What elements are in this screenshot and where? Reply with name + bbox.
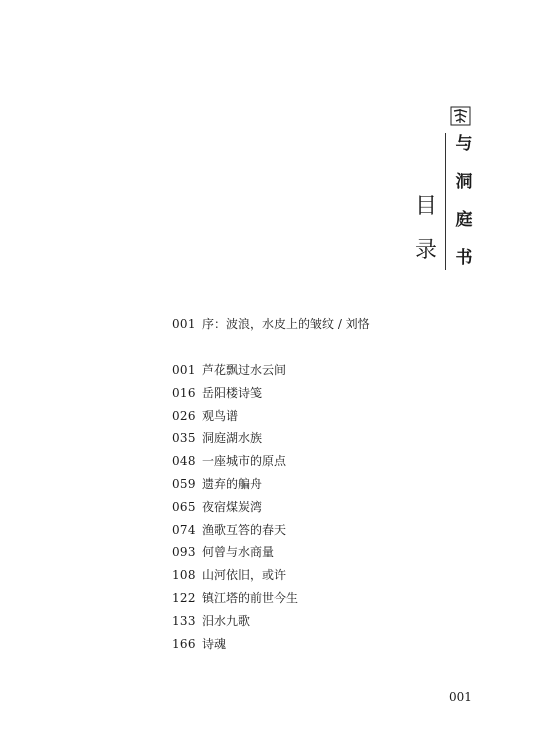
toc-page-number: 065: [172, 499, 196, 514]
toc-list: [172, 359, 492, 655]
toc-entry-title: 遗弃的艑舟: [202, 476, 263, 491]
toc-page-number: 093: [172, 545, 196, 560]
book-title-chars: [452, 132, 476, 284]
toc-entry-title: 观鸟谱: [202, 408, 239, 423]
toc-entry-title: 汨水九歌: [202, 613, 251, 628]
toc-entry-title: 岳阳楼诗笺: [202, 385, 263, 400]
toc-entry[interactable]: [172, 610, 492, 633]
toc-page-number: 001: [172, 317, 196, 331]
toc-entry-title: 镇江塔的前世今生: [202, 590, 299, 605]
toc-page-number: 108: [172, 568, 196, 583]
book-title-char: 洞: [455, 172, 473, 192]
book-title-char: 书: [455, 248, 473, 268]
toc-entry[interactable]: [172, 427, 492, 450]
book-title-char: 庭: [455, 210, 473, 230]
toc-heading: [412, 193, 440, 281]
toc-entry-title: 诗魂: [202, 636, 227, 651]
book-title-char: 与: [455, 134, 473, 154]
toc-entry-title: 芦花飘过水云间: [202, 363, 287, 377]
toc-entry-title: 渔歌互答的春天: [202, 522, 287, 537]
toc-entry[interactable]: [172, 496, 492, 519]
toc-entry[interactable]: [172, 587, 492, 610]
toc-page-number: 133: [172, 613, 196, 628]
toc-page-number: 035: [172, 431, 196, 446]
toc-entry-title: 夜宿煤炭湾: [202, 499, 263, 514]
toc-entry[interactable]: [172, 450, 492, 473]
toc-entry[interactable]: [172, 519, 492, 542]
title-divider-line: [445, 133, 446, 270]
toc-heading-char: 目: [414, 194, 437, 219]
seal-emblem: [450, 106, 471, 126]
toc-page-number: 026: [172, 408, 196, 423]
toc-entry-title: 洞庭湖水族: [202, 431, 263, 446]
toc-page-number: 059: [172, 476, 196, 491]
toc-entry-title: 山河依旧，或许: [202, 568, 287, 583]
toc-entry-title: 序：波浪，水皮上的皱纹 / 刘恪: [202, 317, 370, 331]
toc-entry-title: 何曾与水商量: [202, 545, 275, 560]
toc-preface-entry[interactable]: [172, 313, 492, 335]
table-of-contents: [172, 313, 492, 655]
toc-page-number: 166: [172, 636, 196, 651]
toc-entry[interactable]: [172, 541, 492, 564]
toc-page-number: 016: [172, 385, 196, 400]
toc-page-number: 001: [172, 363, 196, 377]
toc-heading-char: 录: [414, 238, 437, 263]
toc-entry-title: 一座城市的原点: [202, 454, 287, 469]
toc-page-number: 074: [172, 522, 196, 537]
toc-entry[interactable]: [172, 359, 492, 382]
page-folio: 001: [449, 690, 472, 704]
toc-page-number: 048: [172, 454, 196, 469]
toc-entry[interactable]: [172, 405, 492, 428]
toc-entry[interactable]: [172, 473, 492, 496]
toc-entry[interactable]: [172, 633, 492, 656]
toc-entry[interactable]: [172, 564, 492, 587]
toc-entry[interactable]: [172, 382, 492, 405]
toc-page-number: 122: [172, 590, 196, 605]
seal-icon: [450, 106, 471, 126]
